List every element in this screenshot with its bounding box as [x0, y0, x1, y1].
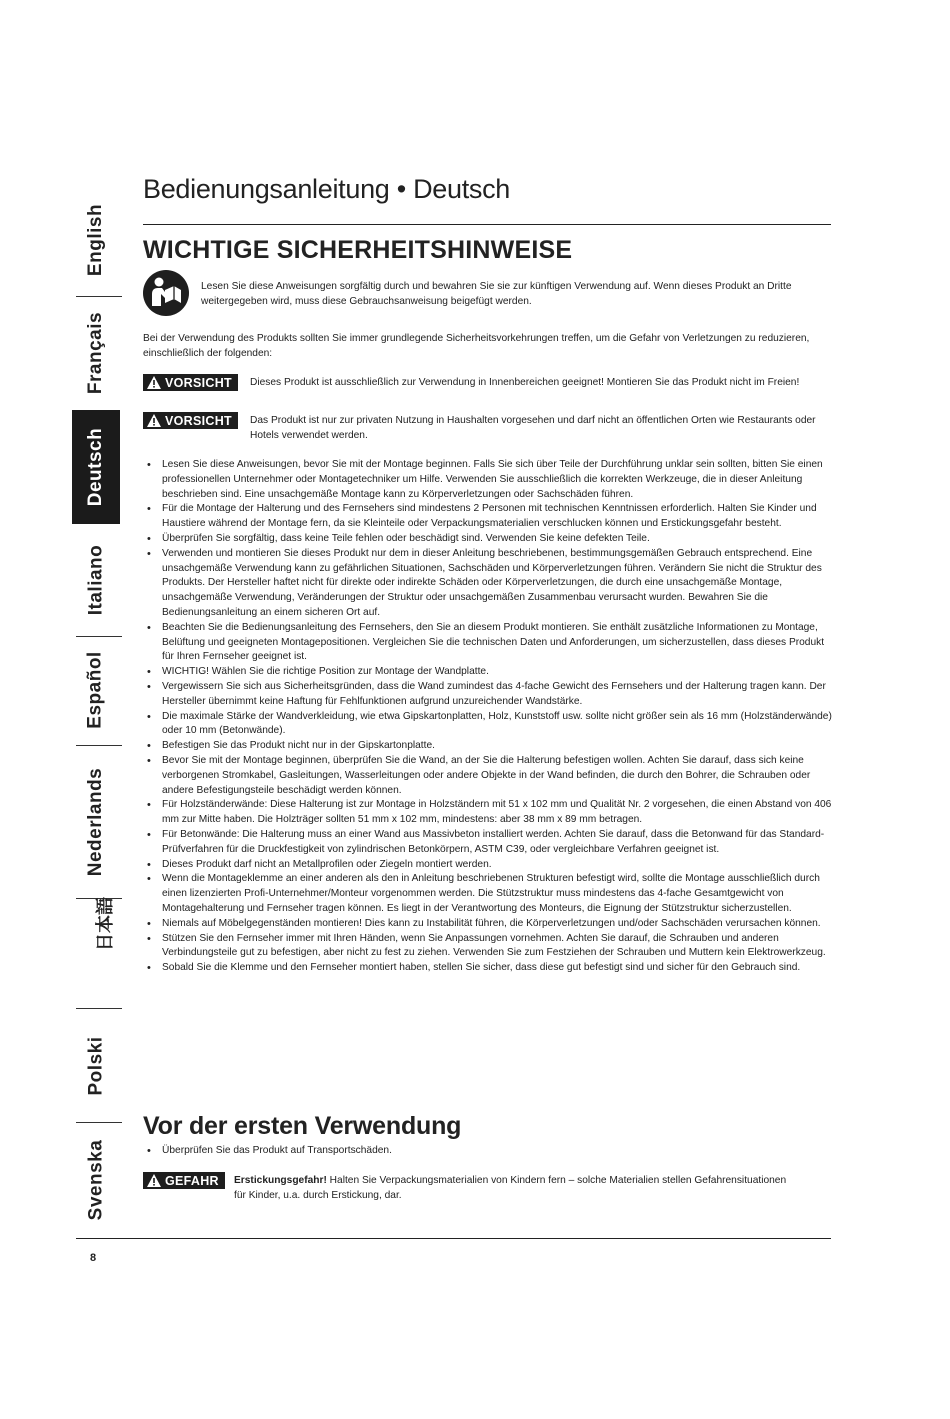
- list-item: • Dieses Produkt darf nicht an Metallprofilen oder Ziegeln montiert werden.: [147, 858, 837, 873]
- list-item: • Für Betonwände: Die Halterung muss an einer Wand aus Massivbeton installiert werden. Achten Sie darauf, dass die Betonwand für das Standard-Prüfverfahren für die Druckfestigkeit von zylindrischen Betonkörpern, ASTM C39, oder vergleichbare Verfahren geeignet ist.: [147, 828, 837, 858]
- danger-lead: Erstickungsgefahr!: [234, 1175, 327, 1186]
- safety-heading: WICHTIGE SICHERHEITSHINWEISE: [143, 236, 573, 264]
- tab-deutsch[interactable]: [72, 410, 120, 524]
- list-item: • Vergewissern Sie sich aus Sicherheitsgründen, dass die Wand zumindest das 4-fache Gewicht des Fernsehers und der Halterung tragen kann. Der Hersteller übernimmt keine Haftung für Fehlfunktionen aufgrund unzureichender Wandstärke.: [147, 680, 837, 710]
- warning-icon: [147, 376, 161, 389]
- page-title: Bedienungsanleitung • Deutsch: [143, 174, 511, 204]
- tab-japanese-label: 日本語: [95, 897, 115, 951]
- list-item: • Verwenden und montieren Sie dieses Produkt nur dem in dieser Anleitung beschriebenen, bestimmungsgemäßen Gebrauch entsprechend. Eine unsachgemäße Verwendung kann zu gefährlichen Situationen, Sachschäden und Körperverletzungen führen. Verändern Sie nicht die Struktur des Produkts. Der Hersteller haftet nicht für direkte oder indirekte Schäden oder Körperverletzungen, die durch eine unsachgemäße Montage, unsachgemäße Verwendung, Veränderungen der Struktur oder unsachgemäßen Zusammenbau verursacht wurden. Bewahren Sie die Bedienungsanleitung an einem sicheren Ort auf.: [147, 547, 837, 621]
- list-item: • Überprüfen Sie sorgfältig, dass keine Teile fehlen oder beschädigt sind. Verwenden Sie keine defekten Teile.: [147, 532, 837, 547]
- list-item: • Für die Montage der Halterung und des Fernsehers sind mindestens 2 Personen mit technischen Kenntnissen erforderlich. Halten Sie Kinder und Haustiere während der Montage fern, da sie Kleinteile oder Verpackungsmaterialien verschlucken können und Erstickungsgefahr besteht.: [147, 502, 837, 532]
- tab-japanese[interactable]: [78, 897, 118, 951]
- before-use-bullet-list: [147, 1144, 837, 1159]
- tab-italiano-label: Italiano: [85, 544, 107, 616]
- danger-badge: [143, 1172, 225, 1189]
- caution-text: Das Produkt ist nur zur privaten Nutzung in Haushalten vorgesehen und darf nicht an öffentlichen Orten wie Restaurants oder Hotels verwendet werden.: [250, 415, 816, 441]
- list-item: • WICHTIG! Wählen Sie die richtige Position zur Montage der Wandplatte.: [147, 665, 837, 680]
- title-rule: [143, 224, 831, 225]
- tab-polski[interactable]: [72, 1014, 120, 1118]
- tab-divider: [76, 636, 122, 637]
- tab-italiano[interactable]: [72, 530, 120, 630]
- safety-bullet-list: [147, 458, 837, 976]
- list-item: • Bevor Sie mit der Montage beginnen, überprüfen Sie die Wand, an der Sie die Halterung befestigen wollen. Achten Sie darauf, dass sich keine verborgenen Stromkabel, Gasleitungen, Wasserleitungen oder andere Objekte in der Wand befinden, die durch den Bohrer, die Schrauben oder andere Befestigungsteile beschädigt werden können.: [147, 754, 837, 798]
- tab-nederlands-label: Nederlands: [85, 767, 107, 877]
- list-item: • Lesen Sie diese Anweisungen, bevor Sie mit der Montage beginnen. Falls Sie sich über Teile der Durchführung unklar sein sollten, bitten Sie einen professionellen Unternehmer oder Montagetechniker um Hilfe. Verwenden Sie ausschließlich die korrekten Werkzeuge, die in dieser Anleitung beschrieben sind. Eine unsachgemäße Montage kann zu Körperverletzungen oder Sachschäden führen.: [147, 458, 837, 502]
- warning-icon: [147, 1174, 161, 1187]
- caution-badge: [143, 412, 238, 429]
- tab-english-label: English: [85, 203, 106, 277]
- caution-text: Dieses Produkt ist ausschließlich zur Verwendung in Innenbereichen geeignet! Montieren Sie das Produkt nicht im Freien!: [250, 377, 800, 388]
- tab-francais-label: Français: [85, 311, 106, 395]
- warning-icon: [147, 414, 161, 427]
- tab-francais[interactable]: [72, 302, 120, 404]
- danger-body: Halten Sie Verpackungsmaterialien von Kindern fern – solche Materialien stellen Gefahrensituationen für Kinder, u.a. durch Erstickung, dar.: [234, 1175, 787, 1201]
- tab-divider: [76, 1122, 122, 1123]
- before-use-heading: Vor der ersten Verwendung: [143, 1112, 462, 1140]
- list-item: • Beachten Sie die Bedienungsanleitung des Fernsehers, den Sie an diesem Produkt montieren. Sie enthält zusätzliche Informationen zu Montage, Belüftung und geeigneten Montagepositionen. Vergleichen Sie die technischen Daten und Anforderungen, um sicherzustellen, dass dieses Produkt für Ihren Fernseher geeignet ist.: [147, 621, 837, 665]
- list-item: • Niemals auf Möbelgegenständen montieren! Dies kann zu Instabilität führen, die Körperverletzungen und/oder Sachschäden verursachen können.: [147, 917, 837, 932]
- read-manual-icon: [143, 270, 189, 316]
- tab-svenska[interactable]: [72, 1130, 120, 1230]
- list-item: • Die maximale Stärke der Wandverkleidung, wie etwa Gipskartonplatten, Holz, Kunststoff usw. sollte nicht größer sein als 16 mm (Holzständerwände) oder 10 mm (Betonwände).: [147, 710, 837, 740]
- tab-divider: [76, 296, 122, 297]
- caution-badge: [143, 374, 238, 391]
- list-item: • Wenn die Montageklemme an einer anderen als den in Anleitung beschriebenen Strukturen befestigt wird, sollte die Montage ausschließlich durch einen lizenzierten Profi-Unternehmer/Monteur vorgenommen werden. Die Stützstruktur muss mindestens das 4-fache Gesamtgewicht von Montagehalterung und Fernseher tragen können. Es liegt in der Verantwortung des Monteurs, die Eignung der Stützstruktur sicherzustellen.: [147, 872, 837, 916]
- tab-espanol[interactable]: [72, 642, 120, 738]
- list-item: • Stützen Sie den Fernseher immer mit Ihren Händen, wenn Sie Anpassungen vornehmen. Achten Sie darauf, die Schrauben und anderen Verbindungsteile gut zu befestigen, aber nicht zu fest zu ziehen. Verwenden Sie zum Festziehen der Schrauben und Muttern kein Elektrowerkzeug.: [147, 932, 837, 962]
- tab-polski-label: Polski: [85, 1036, 107, 1096]
- footer-rule: [76, 1238, 831, 1239]
- list-item: • Überprüfen Sie das Produkt auf Transportschäden.: [147, 1144, 837, 1159]
- list-item: • Für Holzständerwände: Diese Halterung ist zur Montage in Holzständern mit 51 x 102 mm und Qualität Nr. 2 vorgesehen, die einen Abstand von 406 mm zur Mitte haben. Die Holzträger sollten 51 mm x 102 mm, mindestens: aber 38 mm x 89 mm betragen.: [147, 798, 837, 828]
- tab-divider: [76, 1008, 122, 1009]
- danger-badge-label: GEFAHR: [165, 1173, 219, 1188]
- safety-intro: Lesen Sie diese Anweisungen sorgfältig durch und bewahren Sie sie zur künftigen Verwendung auf. Wenn dieses Produkt an Dritte weitergegeben wird, muss diese Gebrauchsanweisung beigefügt werden.: [201, 281, 792, 307]
- tab-deutsch-label: Deutsch: [85, 427, 106, 507]
- danger-text: [234, 1174, 794, 1203]
- tab-divider: [76, 745, 122, 746]
- safety-lead: Bei der Verwendung des Produkts sollten Sie immer grundlegende Sicherheitsvorkehrungen treffen, um die Gefahr von Verletzungen zu reduzieren, einschließlich der folgenden:: [143, 333, 810, 359]
- tab-espanol-label: Español: [85, 651, 106, 729]
- list-item: • Befestigen Sie das Produkt nicht nur in der Gipskartonplatte.: [147, 739, 837, 754]
- tab-english[interactable]: [72, 190, 120, 290]
- caution-badge-label: VORSICHT: [165, 413, 232, 428]
- page-number: 8: [90, 1252, 97, 1264]
- tab-nederlands[interactable]: [72, 752, 120, 892]
- list-item: • Sobald Sie die Klemme und den Fernseher montiert haben, stellen Sie sicher, dass diese gut befestigt sind und sicher für den Gebrauch sind.: [147, 961, 837, 976]
- caution-badge-label: VORSICHT: [165, 375, 232, 390]
- tab-svenska-label: Svenska: [85, 1139, 106, 1221]
